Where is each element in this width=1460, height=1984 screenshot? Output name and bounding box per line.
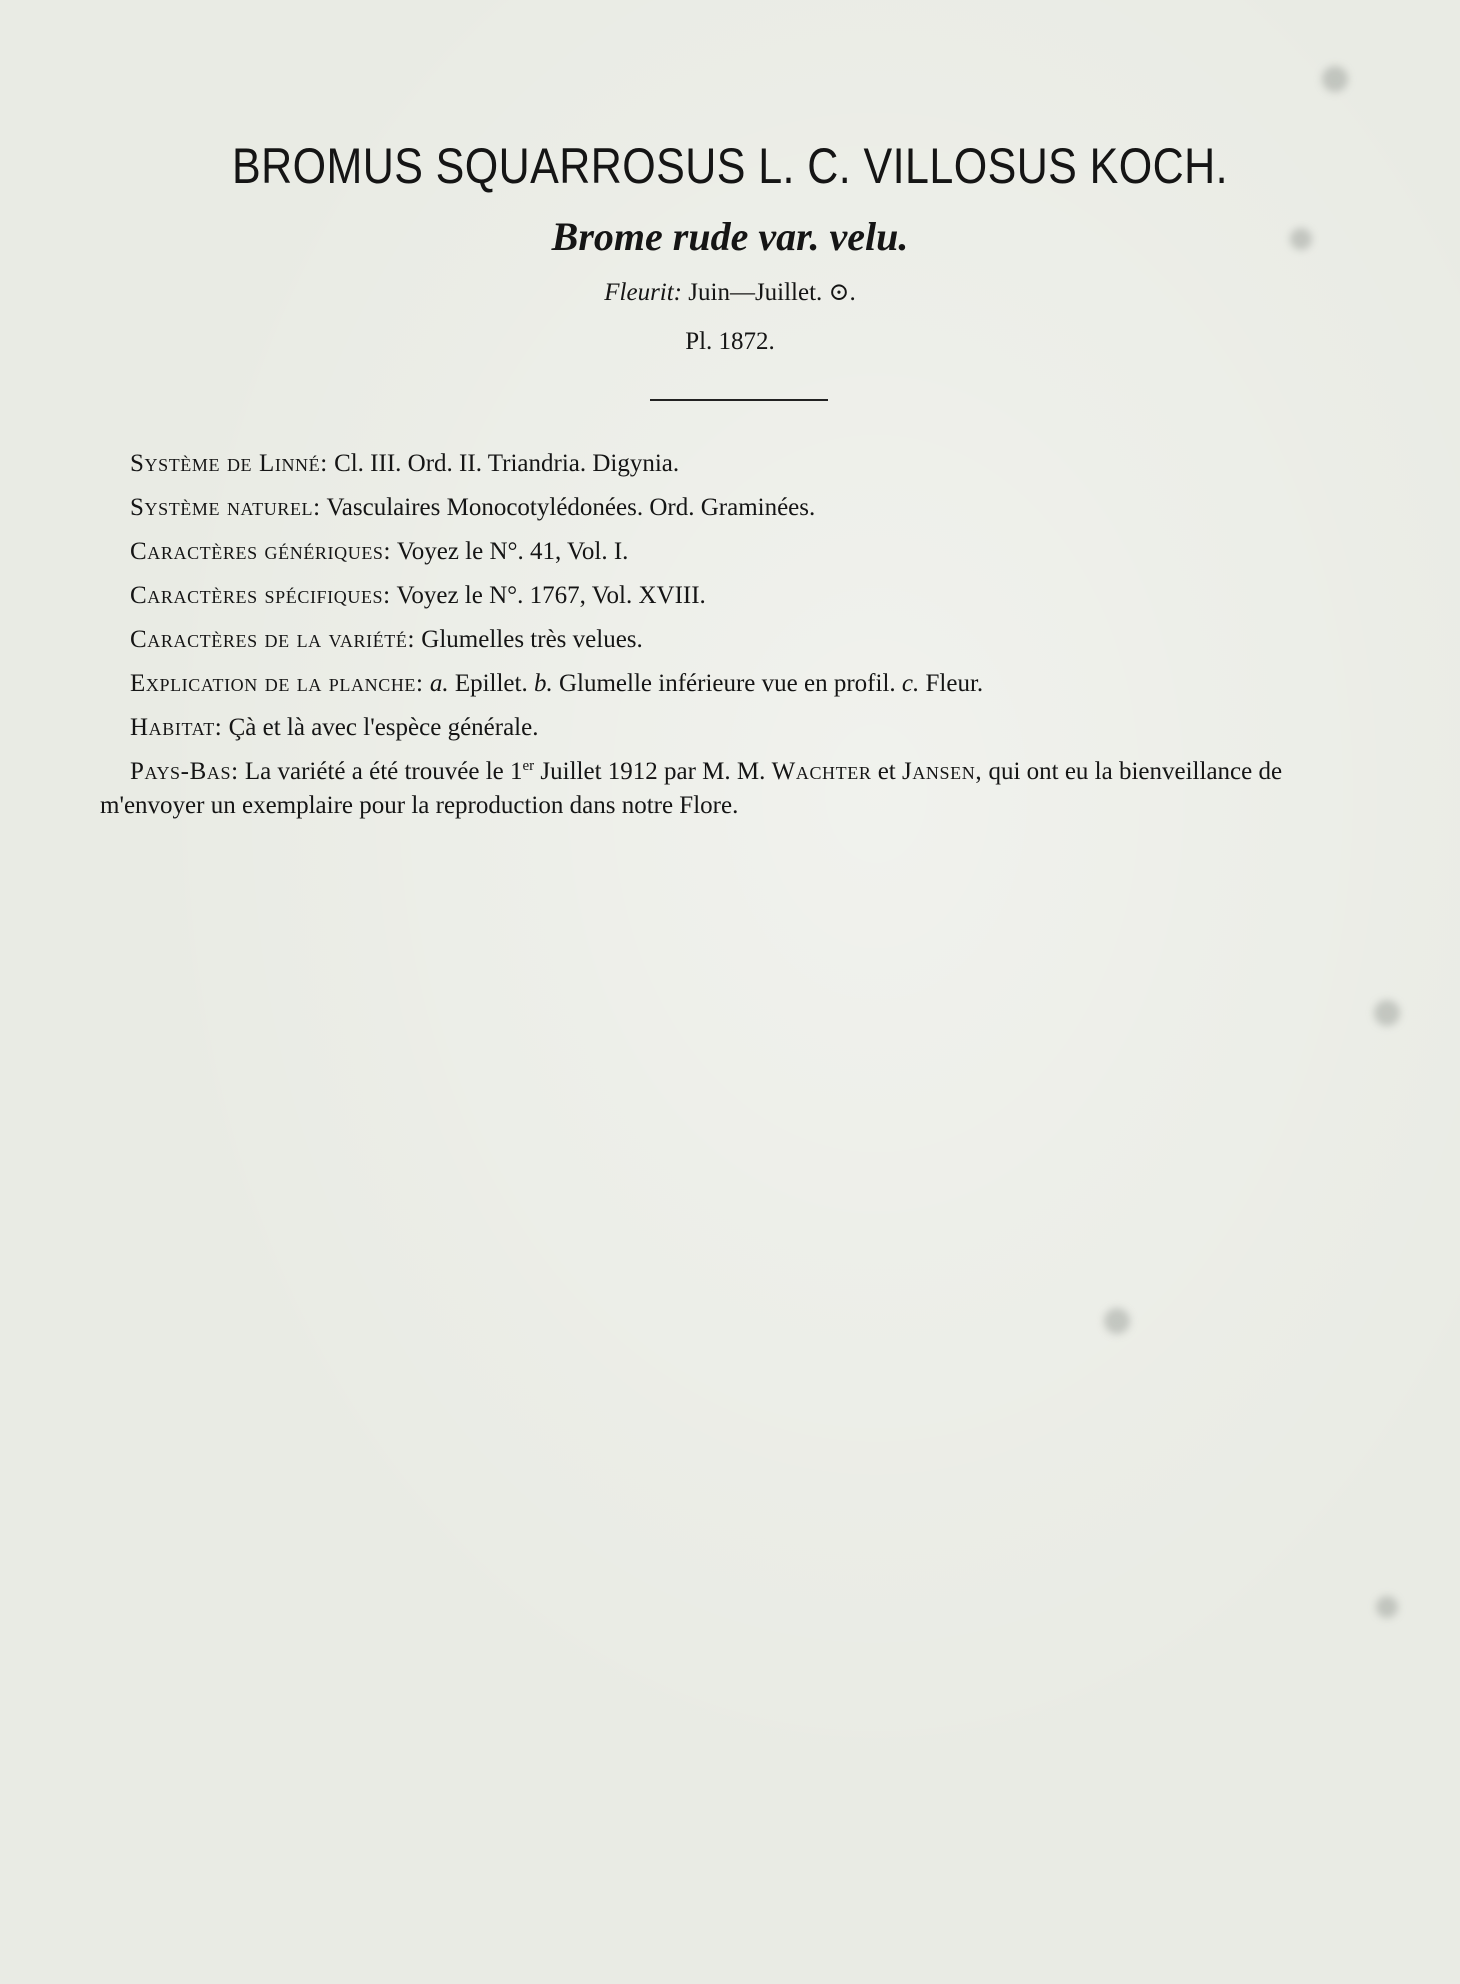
figure-letter-a: a.: [429, 670, 449, 697]
entry-label: Caractères de la variété:: [130, 626, 416, 653]
figure-letter-c: c.: [901, 670, 920, 697]
entry-generiques: [130, 535, 1390, 569]
common-name: Brome rude var. velu.: [551, 214, 909, 259]
stain-spot: [1376, 1596, 1398, 1618]
figure-text-a: Epillet.: [454, 670, 528, 697]
entry-text: Çà et là avec l'espèce générale.: [228, 714, 539, 741]
collector-name: Jansen,: [902, 758, 983, 785]
page-title: BROMUS SQUARROSUS L. C. VILLOSUS KOCH.: [231, 138, 1228, 194]
entry-text: Juillet 1912 par M. M.: [540, 758, 766, 785]
figure-text-b: Glumelle inférieure vue en profil.: [558, 670, 896, 697]
entries-list: [100, 447, 1390, 833]
plate-number: Pl. 1872.: [685, 328, 775, 355]
entry-pays-bas: [100, 755, 1390, 823]
stain-spot: [1322, 66, 1348, 92]
entry-text: Cl. III. Ord. II. Triandria. Digynia.: [334, 450, 680, 477]
figure-letter-b: b.: [533, 670, 553, 697]
figure-text-c: Fleur.: [925, 670, 984, 697]
collector-name: Wachter: [771, 758, 872, 785]
entry-text: Voyez le N°. 1767, Vol. XVIII.: [396, 582, 706, 609]
stain-spot: [1374, 1000, 1400, 1026]
entry-text: La variété a été trouvée le 1: [244, 758, 523, 785]
flowering-value: Juin—Juillet. ⊙.: [688, 279, 856, 306]
entry-label: Système naturel:: [130, 494, 321, 521]
entry-label: Système de Linné:: [130, 450, 328, 477]
entry-variete: [130, 623, 1390, 657]
entry-label: Explication de la planche:: [130, 670, 424, 697]
entry-label: Caractères spécifiques:: [130, 582, 391, 609]
stain-spot: [1104, 1308, 1130, 1334]
entry-explication: [130, 667, 1390, 701]
flowering-line: [0, 278, 1460, 308]
entry-text: Vasculaires Monocotylédonées. Ord. Graminées.: [326, 494, 816, 521]
entry-naturel: [130, 491, 1390, 525]
entry-label: Caractères génériques:: [130, 538, 392, 565]
entry-text: Glumelles très velues.: [421, 626, 643, 653]
divider-rule: [650, 399, 828, 401]
ordinal-suffix: er: [522, 758, 535, 774]
entry-habitat: [130, 711, 1390, 745]
entry-linne: [130, 447, 1390, 481]
flowering-label: Fleurit:: [604, 279, 683, 306]
entry-text: Voyez le N°. 41, Vol. I.: [396, 538, 629, 565]
entry-label: Habitat:: [130, 714, 223, 741]
entry-label: Pays-Bas:: [130, 758, 239, 785]
entry-text: et: [877, 758, 896, 785]
entry-specifiques: [130, 579, 1390, 613]
entry-text: qui ont eu la bienveillance de m'envoyer un exemplaire pour la reproduction dans notre Flore.: [100, 758, 1283, 819]
